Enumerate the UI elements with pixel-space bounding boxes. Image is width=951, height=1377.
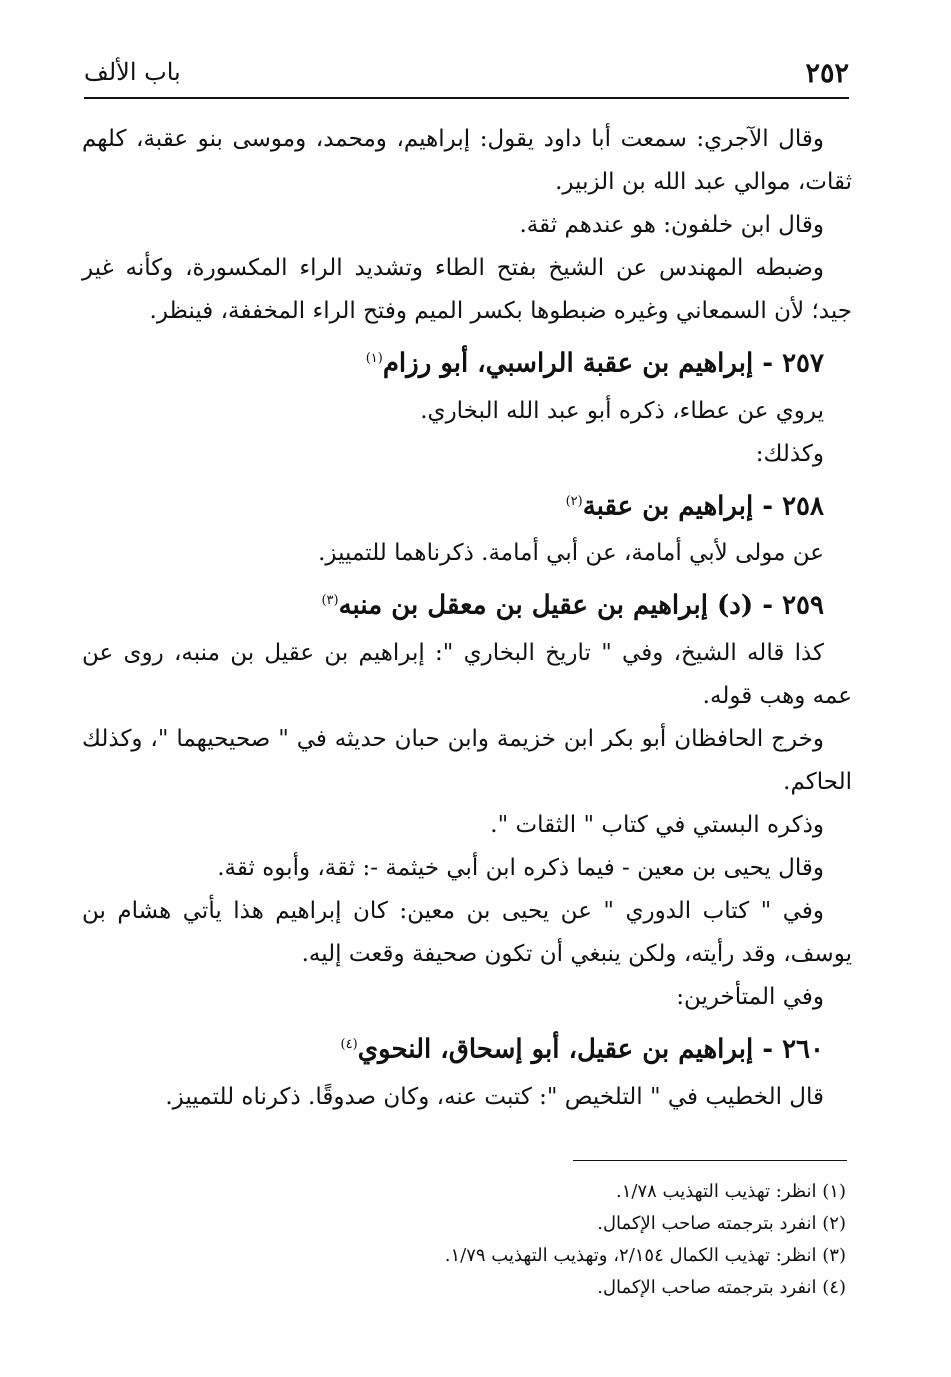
entry-heading-257 [82,333,852,390]
footnote-marker: (٤) [340,1036,358,1052]
paragraph: وفي " كتاب الدوري " عن يحيى بن معين: كان إبراهيم هذا يأتي هشام بن يوسف، وقد رأيته، ولكن ينبغي أن تكون صحيفة وقعت إليه. [82,897,852,967]
paragraph: وقال يحيى بن معين - فيما ذكره ابن أبي خيثمة -: ثقة، وأبوه ثقة. [217,854,824,881]
footnote-marker: (١) [365,351,383,366]
footnote: (١) انظر: تهذيب التهذيب ١/٧٨. [616,1181,846,1202]
paragraph: وضبطه المهندس عن الشيخ بفتح الطاء وتشديد الراء المكسورة، وكأنه غير جيد؛ لأن السمعاني وغيره ضبطوها بكسر الميم وفتح الراء المخففة، فينظر. [82,255,852,324]
page-number: ٢٥٢ [805,58,849,89]
entry-title: ٢٥٨ - إبراهيم بن عقبة [582,491,824,522]
entry-heading-259 [82,575,852,632]
paragraph: قال الخطيب في " التلخيص ": كتبت عنه، وكان صدوقًا. ذكرناه للتمييز. [165,1083,824,1110]
footnotes [100,1176,846,1304]
footnote-marker: (٢) [565,493,583,509]
entry-heading-260 [82,1019,852,1076]
paragraph: وفي المتأخرين: [676,983,824,1010]
paragraph: عن مولى لأبي أمامة، عن أبي أمامة. ذكرناهما للتمييز. [318,540,824,567]
entry-title: ٢٥٧ - إبراهيم بن عقبة الراسبي، أبو رزام [382,348,824,379]
paragraph: وخرج الحافظان أبو بكر ابن خزيمة وابن حبان حديثه في " صحيحيهما "، وكذلك الحاكم. [82,725,852,795]
chapter-title: باب الألف [84,58,181,86]
footnote: (٢) انفرد بترجمته صاحب الإكمال. [597,1213,846,1234]
entry-heading-258 [82,476,852,533]
footnote: (٣) انظر: تهذيب الكمال ٢/١٥٤، وتهذيب التهذيب ١/٧٩. [444,1245,846,1266]
paragraph: وقال ابن خلفون: هو عندهم ثقة. [519,212,824,238]
paragraph: كذا قاله الشيخ، وفي " تاريخ البخاري ": إبراهيم بن عقيل بن منبه، روى عن عمه وهب قوله. [82,639,852,709]
footnote-marker: (٣) [321,593,339,609]
footnote: (٤) انفرد بترجمته صاحب الإكمال. [597,1277,846,1298]
entry-title: ٢٥٩ - (د) إبراهيم بن عقيل بن معقل بن منبه [338,590,824,621]
paragraph: وكذلك: [755,440,824,467]
paragraph: يروي عن عطاء، ذكره أبو عبد الله البخاري. [420,397,824,424]
header-rule [84,97,849,99]
running-head [84,58,849,94]
footnote-rule [573,1160,847,1161]
paragraph: وذكره البستي في كتاب " الثقات ". [490,811,824,838]
main-text [82,118,852,1119]
entry-title: ٢٦٠ - إبراهيم بن عقيل، أبو إسحاق، النحوي [357,1034,824,1065]
paragraph: وقال الآجري: سمعت أبا داود يقول: إبراهيم، ومحمد، وموسى بنو عقبة، كلهم ثقات، موالي عبد الله بن الزبير. [82,126,852,195]
